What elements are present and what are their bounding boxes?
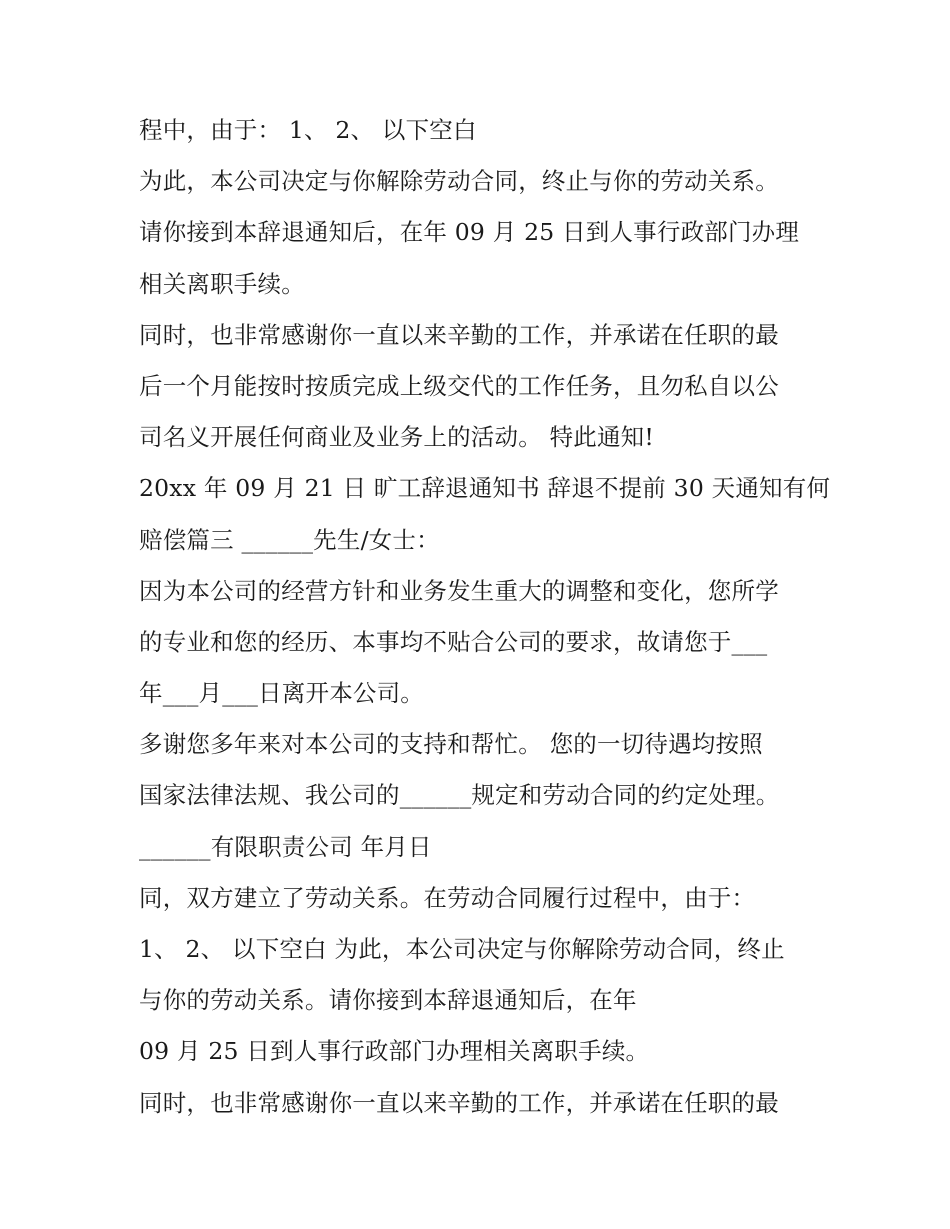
text-line-16: 同，双方建立了劳动关系。在劳动合同履行过程中，由于：: [139, 883, 756, 912]
text-line-13: 多谢您多年来对本公司的支持和帮忙。 您的一切待遇均按照: [139, 730, 763, 759]
text-line-7: 司名义开展任何商业及业务上的活动。 特此通知!: [139, 423, 655, 452]
text-line-17: 1、 2、 以下空白 为此，本公司决定与你解除劳动合同，终止: [139, 935, 785, 963]
text-line-6: 后一个月能按时按质完成上级交代的工作任务，且勿私自以公: [139, 371, 779, 400]
text-line-14: 国家法律法规、我公司的______规定和劳动合同的约定处理。: [139, 781, 780, 810]
text-line-11: 的专业和您的经历、本事均不贴合公司的要求，故请您于___: [139, 627, 768, 656]
text-line-18: 与你的劳动关系。请你接到本辞退通知后，在年: [139, 986, 637, 1015]
document-body: [139, 110, 839, 1134]
text-line-5: 同时，也非常感谢你一直以来辛勤的工作，并承诺在任职的最: [139, 320, 779, 349]
text-line-12: 年___月___日离开本公司。: [139, 679, 424, 708]
text-line-15: ______有限职责公司 年月日: [139, 832, 432, 861]
text-line-19: 09 月 25 日到人事行政部门办理相关离职手续。: [139, 1037, 650, 1066]
text-line-2: 为此，本公司决定与你解除劳动合同，终止与你的劳动关系。: [139, 167, 779, 196]
text-line-3: 请你接到本辞退通知后，在年 09 月 25 日到人事行政部门办理: [139, 218, 800, 247]
text-line-10: 因为本公司的经营方针和业务发生重大的调整和变化，您所学: [139, 576, 779, 605]
text-line-1: 程中，由于： 1、 2、 以下空白: [139, 116, 477, 144]
text-line-9: 赔偿篇三 ______先生/女士：: [139, 525, 440, 554]
text-line-4: 相关离职手续。: [139, 269, 305, 298]
text-line-20: 同时，也非常感谢你一直以来辛勤的工作，并承诺在任职的最: [139, 1088, 779, 1117]
text-line-8: 20xx 年 09 月 21 日 旷工辞退通知书 辞退不提前 30 天通知有何: [139, 474, 831, 503]
